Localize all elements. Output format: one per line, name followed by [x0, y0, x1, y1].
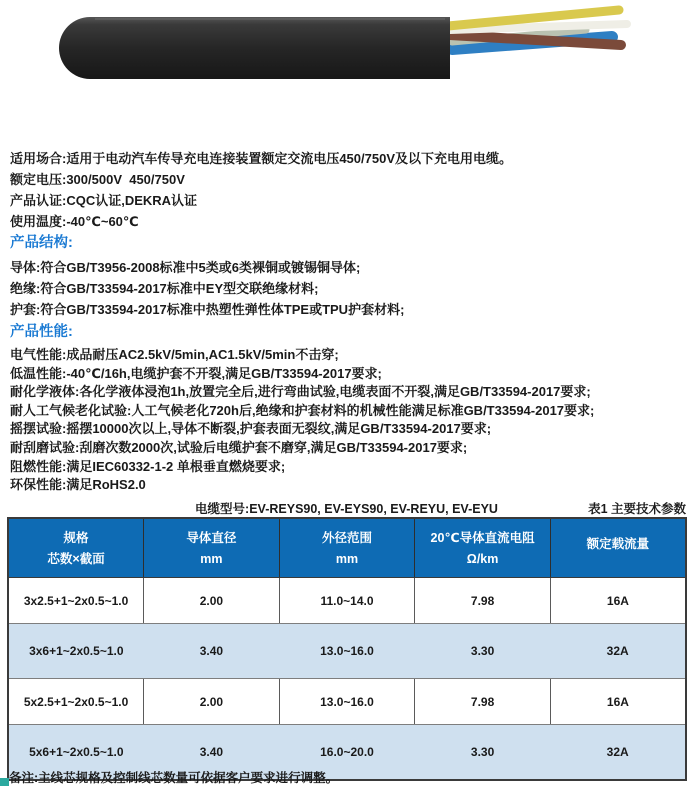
basic-info-block: [10, 148, 512, 232]
performance-heading: 产品性能:: [10, 324, 73, 340]
cell-spec: 3x6+1~2x0.5~1.0: [8, 624, 144, 679]
performance-line-swing: 摇摆试验:摇摆10000次以上,导体不断裂,护套表面无裂纹,满足GB/T33594-2017要求;: [10, 421, 492, 437]
spec-table-body: [8, 578, 686, 781]
cell-od-range: 13.0~16.0: [279, 679, 415, 725]
header-spec: 规格 芯数×截面: [8, 518, 144, 578]
performance-line-electrical: 电气性能:成品耐压AC2.5kV/5min,AC1.5kV/5min不击穿;: [10, 347, 339, 362]
cell-resistance: 3.30: [415, 725, 551, 781]
info-line-rated-voltage: 额定电压:300/500V 450/750V: [10, 172, 185, 187]
performance-line-chemical: 耐化学液体:各化学液体浸泡1h,放置完全后,进行弯曲试验,电缆表面不开裂,满足GB/T33594-2017要求;: [10, 384, 591, 400]
cell-spec: 5x6+1~2x0.5~1.0: [8, 725, 144, 781]
cable-photo: [0, 0, 693, 115]
performance-line-weathering: 耐人工气候老化试验:人工气候老化720h后,绝缘和护套材料的机械性能满足标准GB/T33594-2017要求;: [10, 402, 595, 418]
cable-sheath: [59, 17, 450, 79]
cell-current: 32A: [550, 725, 686, 781]
performance-line-flame: 阻燃性能:满足IEC60332-1-2 单根垂直燃烧要求;: [10, 458, 286, 474]
product-performance-section: [10, 322, 594, 495]
product-structure-section: [10, 233, 404, 320]
cell-od-range: 16.0~20.0: [279, 725, 415, 781]
info-line-temperature: 使用温度:-40℃~60℃: [10, 214, 139, 229]
cable-model-title: 电缆型号:EV-REYS90, EV-EYS90, EV-REYU, EV-EYU: [195, 502, 498, 516]
cell-spec: 3x2.5+1~2x0.5~1.0: [8, 578, 144, 624]
header-conductor-diameter: 导体直径 mm: [144, 518, 280, 578]
cell-od-range: 13.0~16.0: [279, 624, 415, 679]
header-rated-current: 额定载流量: [550, 518, 686, 578]
info-line-certification: 产品认证:CQC认证,DEKRA认证: [10, 193, 198, 208]
corner-mark-icon: [0, 778, 9, 786]
cell-current: 16A: [550, 578, 686, 624]
table-footnote: 备注:主线芯规格及控制线芯数量可依据客户要求进行调整。: [9, 771, 339, 785]
cell-diameter: 3.40: [144, 725, 280, 781]
cell-diameter: 3.40: [144, 624, 280, 679]
structure-line-insulation: 绝缘:符合GB/T33594-2017标准中EY型交联绝缘材料;: [10, 281, 319, 296]
table-row: [8, 624, 686, 679]
cell-diameter: 2.00: [144, 679, 280, 725]
header-row: [8, 518, 686, 578]
cell-resistance: 7.98: [415, 578, 551, 624]
table-caption: 表1 主要技术参数: [588, 502, 686, 516]
structure-line-sheath: 护套:符合GB/T33594-2017标准中热塑性弹性体TPE或TPU护套材料;: [10, 302, 405, 317]
table-row: [8, 578, 686, 624]
performance-line-abrasion: 耐刮磨试验:刮磨次数2000次,试验后电缆护套不磨穿,满足GB/T33594-2017要求;: [10, 439, 468, 455]
structure-heading: 产品结构:: [10, 235, 73, 251]
spec-table-head: [8, 518, 686, 578]
performance-line-env: 环保性能:满足RoHS2.0: [10, 477, 146, 493]
exposed-wires: [448, 10, 627, 49]
table-row: [8, 679, 686, 725]
cell-od-range: 11.0~14.0: [279, 578, 415, 624]
cell-resistance: 3.30: [415, 624, 551, 679]
spec-table: [7, 517, 687, 781]
info-line-application: 适用场合:适用于电动汽车传导充电连接装置额定交流电压450/750V及以下充电用电缆。: [10, 151, 512, 166]
cell-resistance: 7.98: [415, 679, 551, 725]
cell-current: 32A: [550, 624, 686, 679]
header-dc-resistance: 20℃导体直流电阻 Ω/km: [415, 518, 551, 578]
table-title-row: [0, 499, 693, 517]
cell-diameter: 2.00: [144, 578, 280, 624]
header-outer-diameter: 外径范围 mm: [279, 518, 415, 578]
cell-current: 16A: [550, 679, 686, 725]
performance-line-low-temp: 低温性能:-40℃/16h,电缆护套不开裂,满足GB/T33594-2017要求;: [10, 365, 382, 381]
structure-line-conductor: 导体:符合GB/T3956-2008标准中5类或6类裸铜或镀锡铜导体;: [10, 260, 361, 275]
cell-spec: 5x2.5+1~2x0.5~1.0: [8, 679, 144, 725]
